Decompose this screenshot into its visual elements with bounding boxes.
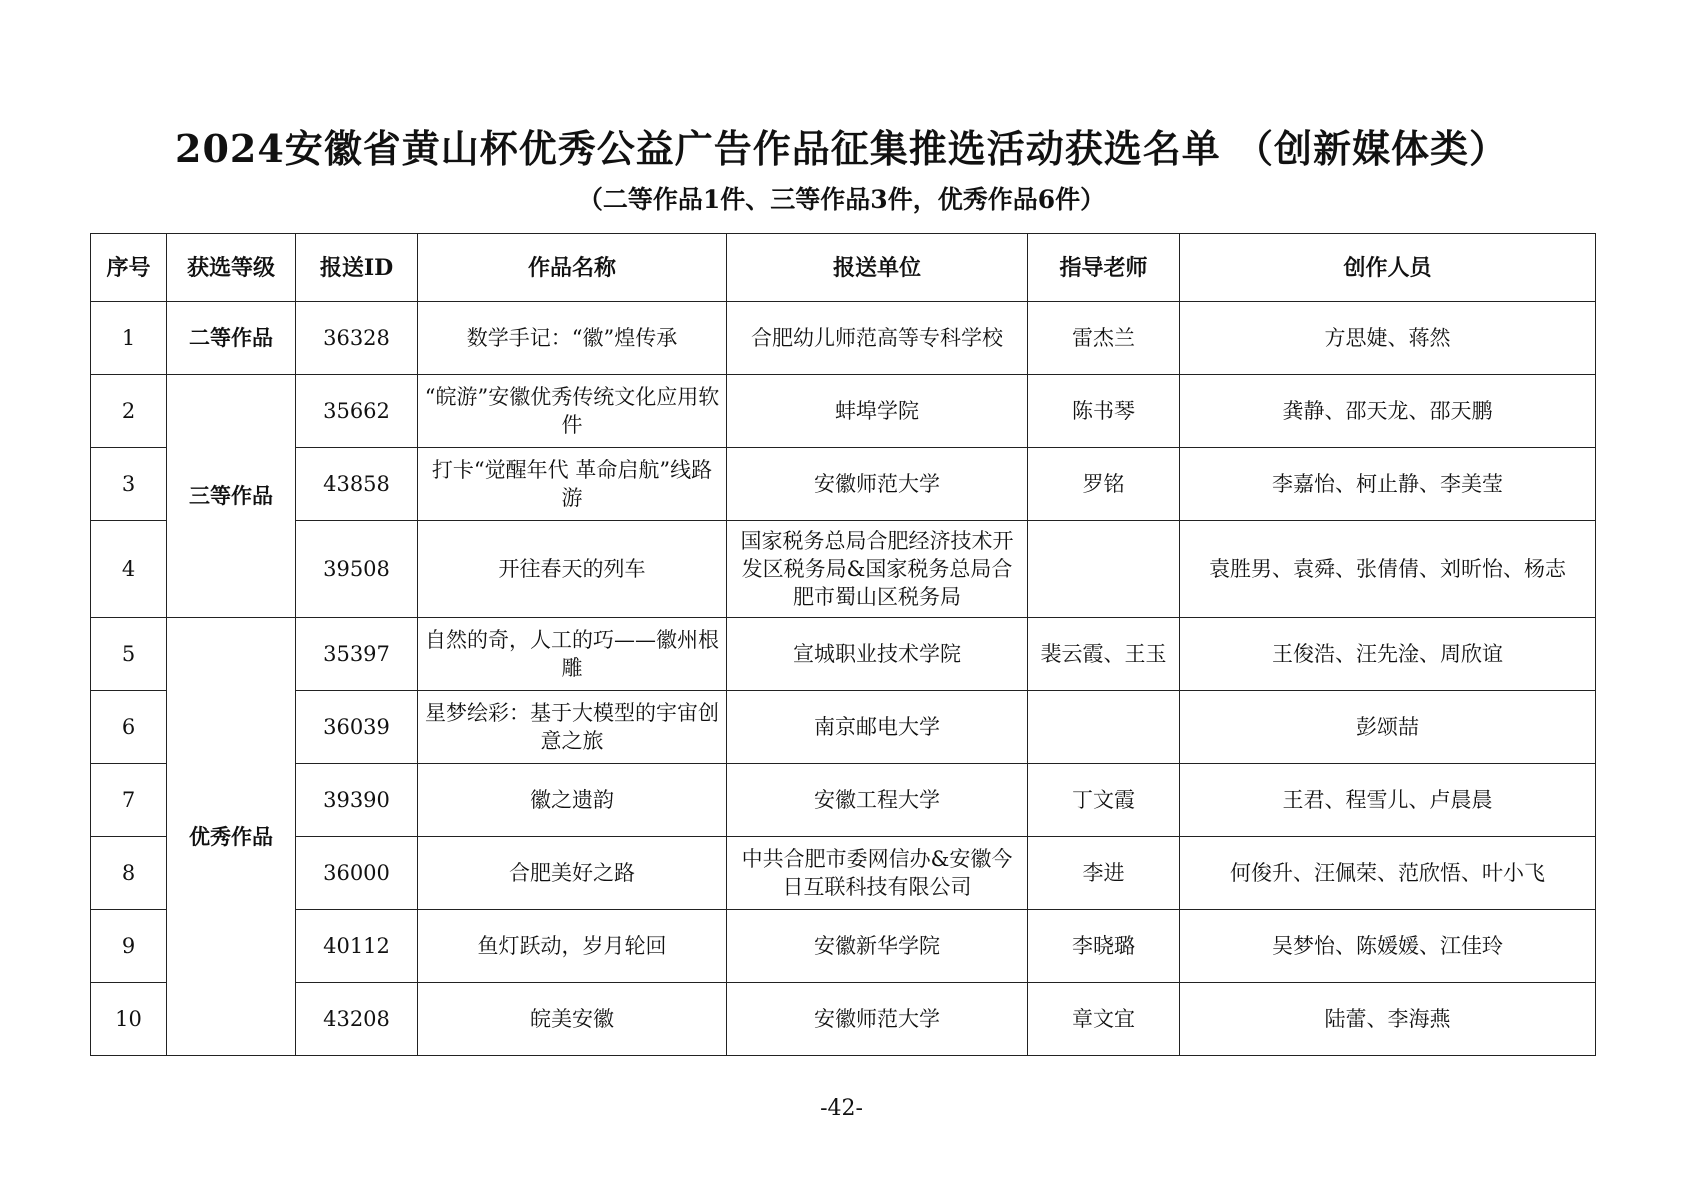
table-row <box>91 910 1596 983</box>
instructor-cell: 章文宜 <box>1028 983 1180 1056</box>
instructor-cell <box>1028 521 1180 618</box>
creators-cell: 陆蕾、李海燕 <box>1180 983 1596 1056</box>
creators-cell: 袁胜男、袁舜、张倩倩、刘昕怡、杨志 <box>1180 521 1596 618</box>
work-name-cell: 开往春天的列车 <box>418 521 727 618</box>
work-name-cell: 皖美安徽 <box>418 983 727 1056</box>
table-row <box>91 448 1596 521</box>
work-name-cell: “皖游”安徽优秀传统文化应用软件 <box>418 375 727 448</box>
table-row <box>91 302 1596 375</box>
page-number: -42- <box>820 1096 863 1121</box>
serial-number-cell: 2 <box>91 375 167 448</box>
award-level-cell: 三等作品 <box>167 375 296 618</box>
serial-number-cell: 3 <box>91 448 167 521</box>
submitting-unit-cell: 国家税务总局合肥经济技术开发区税务局&国家税务总局合肥市蜀山区税务局 <box>727 521 1028 618</box>
work-name-cell: 打卡“觉醒年代 革命启航”线路游 <box>418 448 727 521</box>
submission-id-cell: 36328 <box>296 302 418 375</box>
serial-number-cell: 6 <box>91 691 167 764</box>
page-title: 2024安徽省黄山杯优秀公益广告作品征集推选活动获选名单 （创新媒体类） <box>175 126 1508 171</box>
table-header-row <box>91 234 1596 302</box>
instructor-cell: 裴云霞、王玉 <box>1028 618 1180 691</box>
serial-number-cell: 1 <box>91 302 167 375</box>
serial-number-cell: 5 <box>91 618 167 691</box>
serial-number-cell: 9 <box>91 910 167 983</box>
serial-number-cell: 7 <box>91 764 167 837</box>
instructor-cell <box>1028 691 1180 764</box>
submitting-unit-cell: 合肥幼儿师范高等专科学校 <box>727 302 1028 375</box>
creators-cell: 王君、程雪儿、卢晨晨 <box>1180 764 1596 837</box>
header-submission-id: 报送ID <box>296 234 418 302</box>
header-creators: 创作人员 <box>1180 234 1596 302</box>
table-row <box>91 764 1596 837</box>
instructor-cell: 李晓璐 <box>1028 910 1180 983</box>
submission-id-cell: 39390 <box>296 764 418 837</box>
submitting-unit-cell: 宣城职业技术学院 <box>727 618 1028 691</box>
submission-id-cell: 40112 <box>296 910 418 983</box>
table-row <box>91 837 1596 910</box>
submitting-unit-cell: 安徽师范大学 <box>727 983 1028 1056</box>
submission-id-cell: 39508 <box>296 521 418 618</box>
table-row <box>91 983 1596 1056</box>
creators-cell: 龚静、邵天龙、邵天鹏 <box>1180 375 1596 448</box>
header-award-level: 获选等级 <box>167 234 296 302</box>
submitting-unit-cell: 蚌埠学院 <box>727 375 1028 448</box>
award-list-table <box>90 233 1596 1056</box>
header-instructor: 指导老师 <box>1028 234 1180 302</box>
creators-cell: 王俊浩、汪先淦、周欣谊 <box>1180 618 1596 691</box>
submission-id-cell: 35662 <box>296 375 418 448</box>
header-serial-number: 序号 <box>91 234 167 302</box>
instructor-cell: 陈书琴 <box>1028 375 1180 448</box>
serial-number-cell: 8 <box>91 837 167 910</box>
submission-id-cell: 43208 <box>296 983 418 1056</box>
work-name-cell: 徽之遗韵 <box>418 764 727 837</box>
award-level-cell: 优秀作品 <box>167 618 296 1056</box>
instructor-cell: 雷杰兰 <box>1028 302 1180 375</box>
work-name-cell: 合肥美好之路 <box>418 837 727 910</box>
header-work-name: 作品名称 <box>418 234 727 302</box>
creators-cell: 彭颂喆 <box>1180 691 1596 764</box>
submitting-unit-cell: 安徽工程大学 <box>727 764 1028 837</box>
submitting-unit-cell: 南京邮电大学 <box>727 691 1028 764</box>
instructor-cell: 罗铭 <box>1028 448 1180 521</box>
submitting-unit-cell: 安徽新华学院 <box>727 910 1028 983</box>
table-row <box>91 618 1596 691</box>
work-name-cell: 鱼灯跃动，岁月轮回 <box>418 910 727 983</box>
work-name-cell: 自然的奇，人工的巧——徽州根雕 <box>418 618 727 691</box>
page-subtitle: （二等作品1件、三等作品3件，优秀作品6件） <box>577 185 1106 214</box>
award-level-cell: 二等作品 <box>167 302 296 375</box>
submission-id-cell: 43858 <box>296 448 418 521</box>
table-row <box>91 375 1596 448</box>
instructor-cell: 李进 <box>1028 837 1180 910</box>
creators-cell: 何俊升、汪佩荣、范欣悟、叶小飞 <box>1180 837 1596 910</box>
submitting-unit-cell: 中共合肥市委网信办&安徽今日互联科技有限公司 <box>727 837 1028 910</box>
creators-cell: 吴梦怡、陈媛媛、江佳玲 <box>1180 910 1596 983</box>
work-name-cell: 数学手记：“徽”煌传承 <box>418 302 727 375</box>
table-row <box>91 691 1596 764</box>
submission-id-cell: 35397 <box>296 618 418 691</box>
table-row <box>91 521 1596 618</box>
submission-id-cell: 36039 <box>296 691 418 764</box>
creators-cell: 李嘉怡、柯止静、李美莹 <box>1180 448 1596 521</box>
instructor-cell: 丁文霞 <box>1028 764 1180 837</box>
serial-number-cell: 4 <box>91 521 167 618</box>
submission-id-cell: 36000 <box>296 837 418 910</box>
submitting-unit-cell: 安徽师范大学 <box>727 448 1028 521</box>
creators-cell: 方思婕、蒋然 <box>1180 302 1596 375</box>
work-name-cell: 星梦绘彩：基于大模型的宇宙创意之旅 <box>418 691 727 764</box>
header-submitting-unit: 报送单位 <box>727 234 1028 302</box>
serial-number-cell: 10 <box>91 983 167 1056</box>
